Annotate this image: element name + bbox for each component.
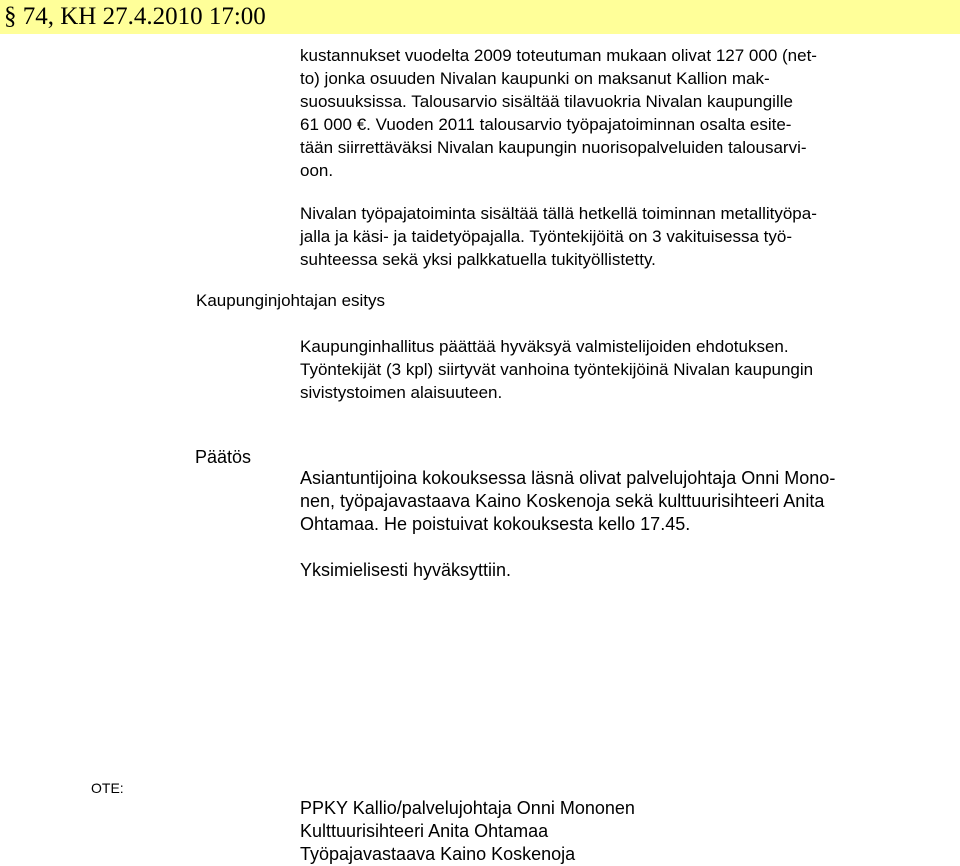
intro-line: kustannukset vuodelta 2009 toteutuman mukaan olivat 127 000 (net- (300, 46, 817, 65)
ote-recipient: PPKY Kallio/palvelujohtaja Onni Mononen (300, 798, 635, 818)
intro-line: 61 000 €. Vuoden 2011 talousarvio työpajatoiminnan osalta esite- (300, 115, 792, 134)
ote-recipient: Työpajavastaava Kaino Koskenoja (300, 844, 576, 864)
decision-line: Ohtamaa. He poistuivat kokouksesta kello 17.45. (300, 514, 691, 534)
workshop-line: suhteessa sekä yksi palkkatuella tukityöllistetty. (300, 250, 656, 269)
meeting-header: § 74, KH 27.4.2010 17:00 (4, 3, 266, 30)
intro-line: oon. (300, 161, 334, 180)
decision-label: Päätös (195, 447, 252, 467)
intro-line: to) jonka osuuden Nivalan kaupunki on maksanut Kallion mak- (300, 69, 770, 88)
ote-recipients (300, 797, 635, 866)
proposal-paragraph (300, 335, 813, 404)
proposal-line: Kaupunginhallitus päättää hyväksyä valmistelijoiden ehdotuksen. (300, 337, 789, 356)
decision-line: Asiantuntijoina kokouksessa läsnä olivat palvelujohtaja Onni Mono- (300, 468, 836, 488)
workshop-line: Nivalan työpajatoiminta sisältää tällä hetkellä toiminnan metallityöpa- (300, 204, 817, 223)
proposal-line: Työntekijät (3 kpl) siirtyvät vanhoina työntekijöinä Nivalan kaupungin (300, 360, 814, 379)
workshop-paragraph (300, 202, 817, 271)
intro-paragraph (300, 44, 817, 182)
decision-result: Yksimielisesti hyväksyttiin. (300, 560, 512, 580)
decision-line: nen, työpajavastaava Kaino Koskenoja sekä kulttuurisihteeri Anita (300, 491, 825, 511)
ote-recipient: Kulttuurisihteeri Anita Ohtamaa (300, 821, 549, 841)
proposal-line: sivistystoimen alaisuuteen. (300, 383, 503, 402)
proposal-label: Kaupunginjohtajan esitys (196, 291, 386, 310)
intro-line: suosuuksissa. Talousarvio sisältää tilavuokria Nivalan kaupungille (300, 92, 793, 111)
intro-line: tään siirrettäväksi Nivalan kaupungin nuorisopalveluiden talousarvi- (300, 138, 807, 157)
ote-label: OTE: (91, 780, 124, 796)
decision-paragraph (300, 467, 835, 536)
header-band (0, 0, 960, 34)
workshop-line: jalla ja käsi- ja taidetyöpajalla. Työntekijöitä on 3 vakituisessa työ- (300, 227, 793, 246)
